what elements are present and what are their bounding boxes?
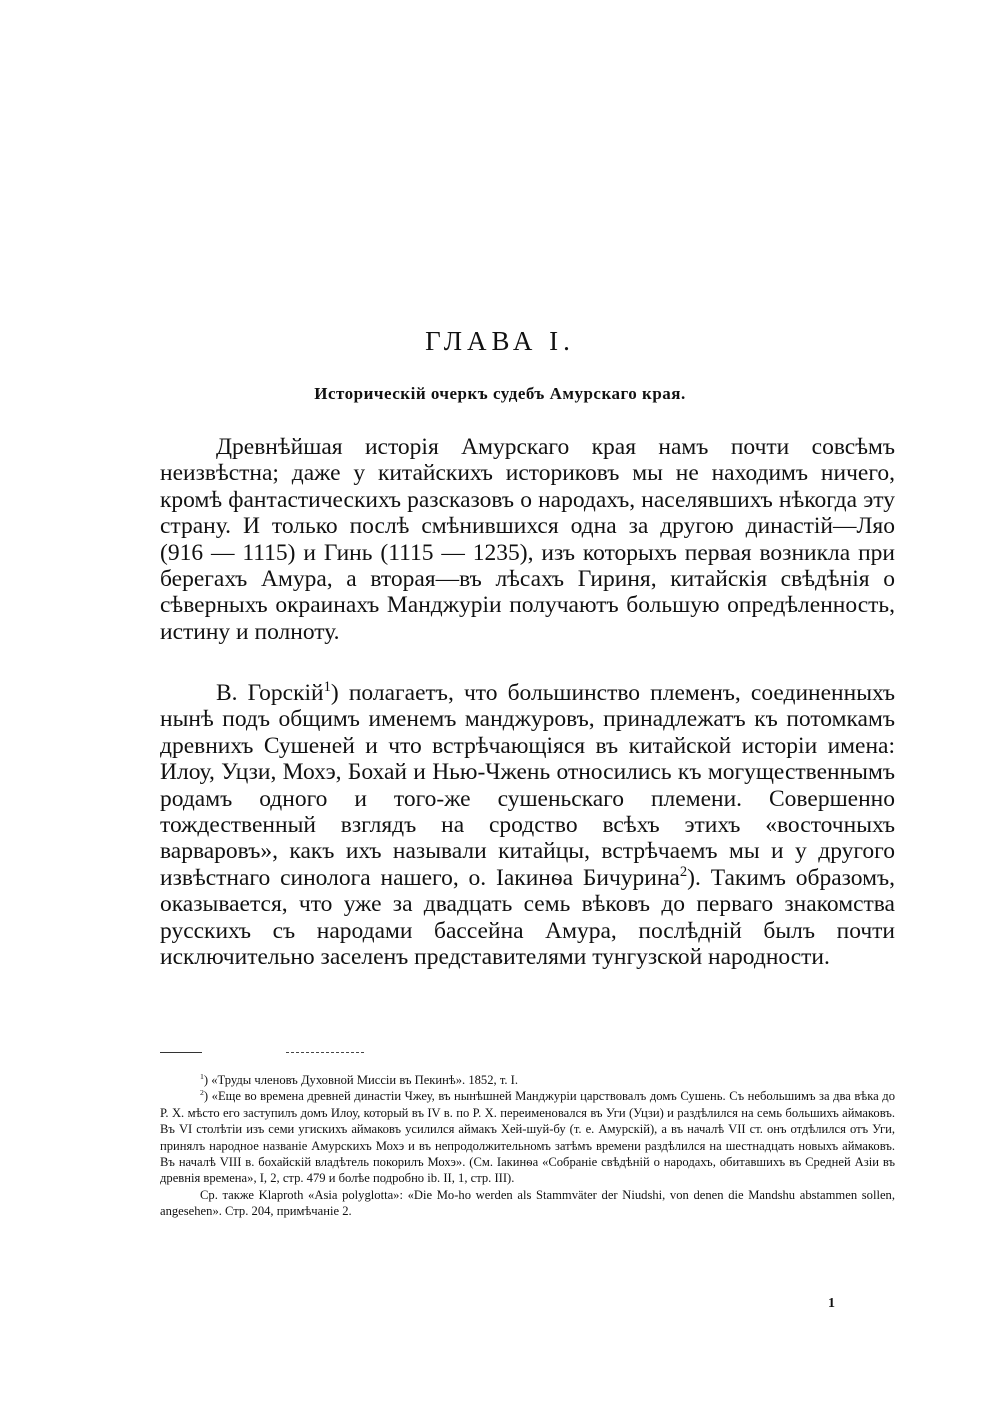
- footnote-separator-left: [160, 1052, 202, 1053]
- chapter-title: ГЛАВА I.: [425, 326, 575, 356]
- footnote-separator-right: [286, 1052, 364, 1053]
- footnote-2-text: ) «Еще во времена древней династіи Чжеу, въ нынѣшней Манджуріи царствовалъ домъ Сушень. Съ небольшимъ за два вѣка до Р. Х. мѣсто его заступилъ домъ Илоу, который въ IV в. по Р. Х. переименовался въ Уги (Уцзи) и раздѣлился на семь большихъ аймаковъ. Въ VI столѣтіи изъ семи угискихъ аймаковъ усилился аймакъ Хей-шуй-бу (т. е. Амурскій), а въ началѣ VII ст. онъ отдѣлился отъ Уги, принялъ народное названіе Амурскихъ Мохэ и въ непродолжительномъ затѣмъ времени раздѣлился на шестнадцать новыхъ аймаковъ. Въ началѣ VIII в. бохайскій владѣтель покорилъ Мохэ». (См. Іакинѳа «Собраніе свѣдѣній о народахъ, обитавшихъ въ Средней Азіи въ древнія времена», I, 2, стр. 479 и болѣе подробно ib. II, 1, стр. III).: [160, 1089, 895, 1186]
- paragraph-2-text-end: ). Такимъ образомъ, оказывается, что уже за двадцать семь вѣковъ до перваго знакомства русскихъ съ народами бассейна Амура, послѣдній былъ почти исключительно заселенъ представителями тунгузской народности.: [160, 864, 896, 971]
- paragraph-2-text-middle: ) полагаетъ, что большинство племенъ, соединенныхъ нынѣ подъ общимъ именемъ манджуровъ, принадлежатъ къ потомкамъ древнихъ Сушеней и что встрѣчающіяся въ китайской исторіи имена: Илоу, Уцзи, Мохэ, Бохай и Нью-Чжень относились къ могущественнымъ родамъ одного и того-же сушеньскаго племени. Совершенно тождественный взглядъ на сродство всѣхъ этихъ «восточныхъ варваровъ», какъ ихъ называли китайцы, встрѣчаемъ мы и у другого извѣстнаго синолога нашего, о. Іакинѳа Бичурина: [160, 680, 895, 891]
- footnote-reference-2: 2: [679, 864, 688, 881]
- footnote-2-marker: 2: [200, 1088, 204, 1098]
- footnote-reference-1: 1: [323, 679, 331, 696]
- chapter-subtitle: Историческій очеркъ судебъ Амурскаго края.: [314, 384, 686, 403]
- page-number: 1: [828, 1296, 835, 1311]
- body-paragraph-1: Древнѣйшая исторія Амурскаго края намъ почти совсѣмъ неизвѣстна; даже у китайскихъ историковъ мы не находимъ ничего, кромѣ фантастическихъ разсказовъ о народахъ, населявшихъ нѣкогда эту страну. И только послѣ смѣнившихся одна за другою династій—Ляо (916 — 1115) и Гинь (1115 — 1235), изъ которыхъ первая возникла при берегахъ Амура, а вторая—въ лѣсахъ Гириня, китайскія свѣдѣнія о сѣверныхъ окраинахъ Манджуріи получаютъ большую опредѣленность, истину и полноту.: [160, 434, 895, 645]
- body-paragraph-2: [160, 680, 895, 970]
- footnote-2: [160, 1088, 895, 1186]
- footnote-1: [160, 1072, 895, 1088]
- footnote-1-marker: 1: [200, 1071, 204, 1081]
- footnotes: [160, 1072, 895, 1220]
- footnote-1-text: ) «Труды членовъ Духовной Миссіи въ Пекинѣ». 1852, т. I.: [203, 1073, 519, 1087]
- paragraph-2-text-start: В. Горскій: [216, 680, 324, 706]
- footnote-2-continuation: Ср. также Klaproth «Asia polyglotta»: «Die Mo-ho werden als Stammväter der Niudshi, von denen die Mandshu abstammen sollen, angesehen». Стр. 204, примѣчаніе 2.: [160, 1187, 895, 1219]
